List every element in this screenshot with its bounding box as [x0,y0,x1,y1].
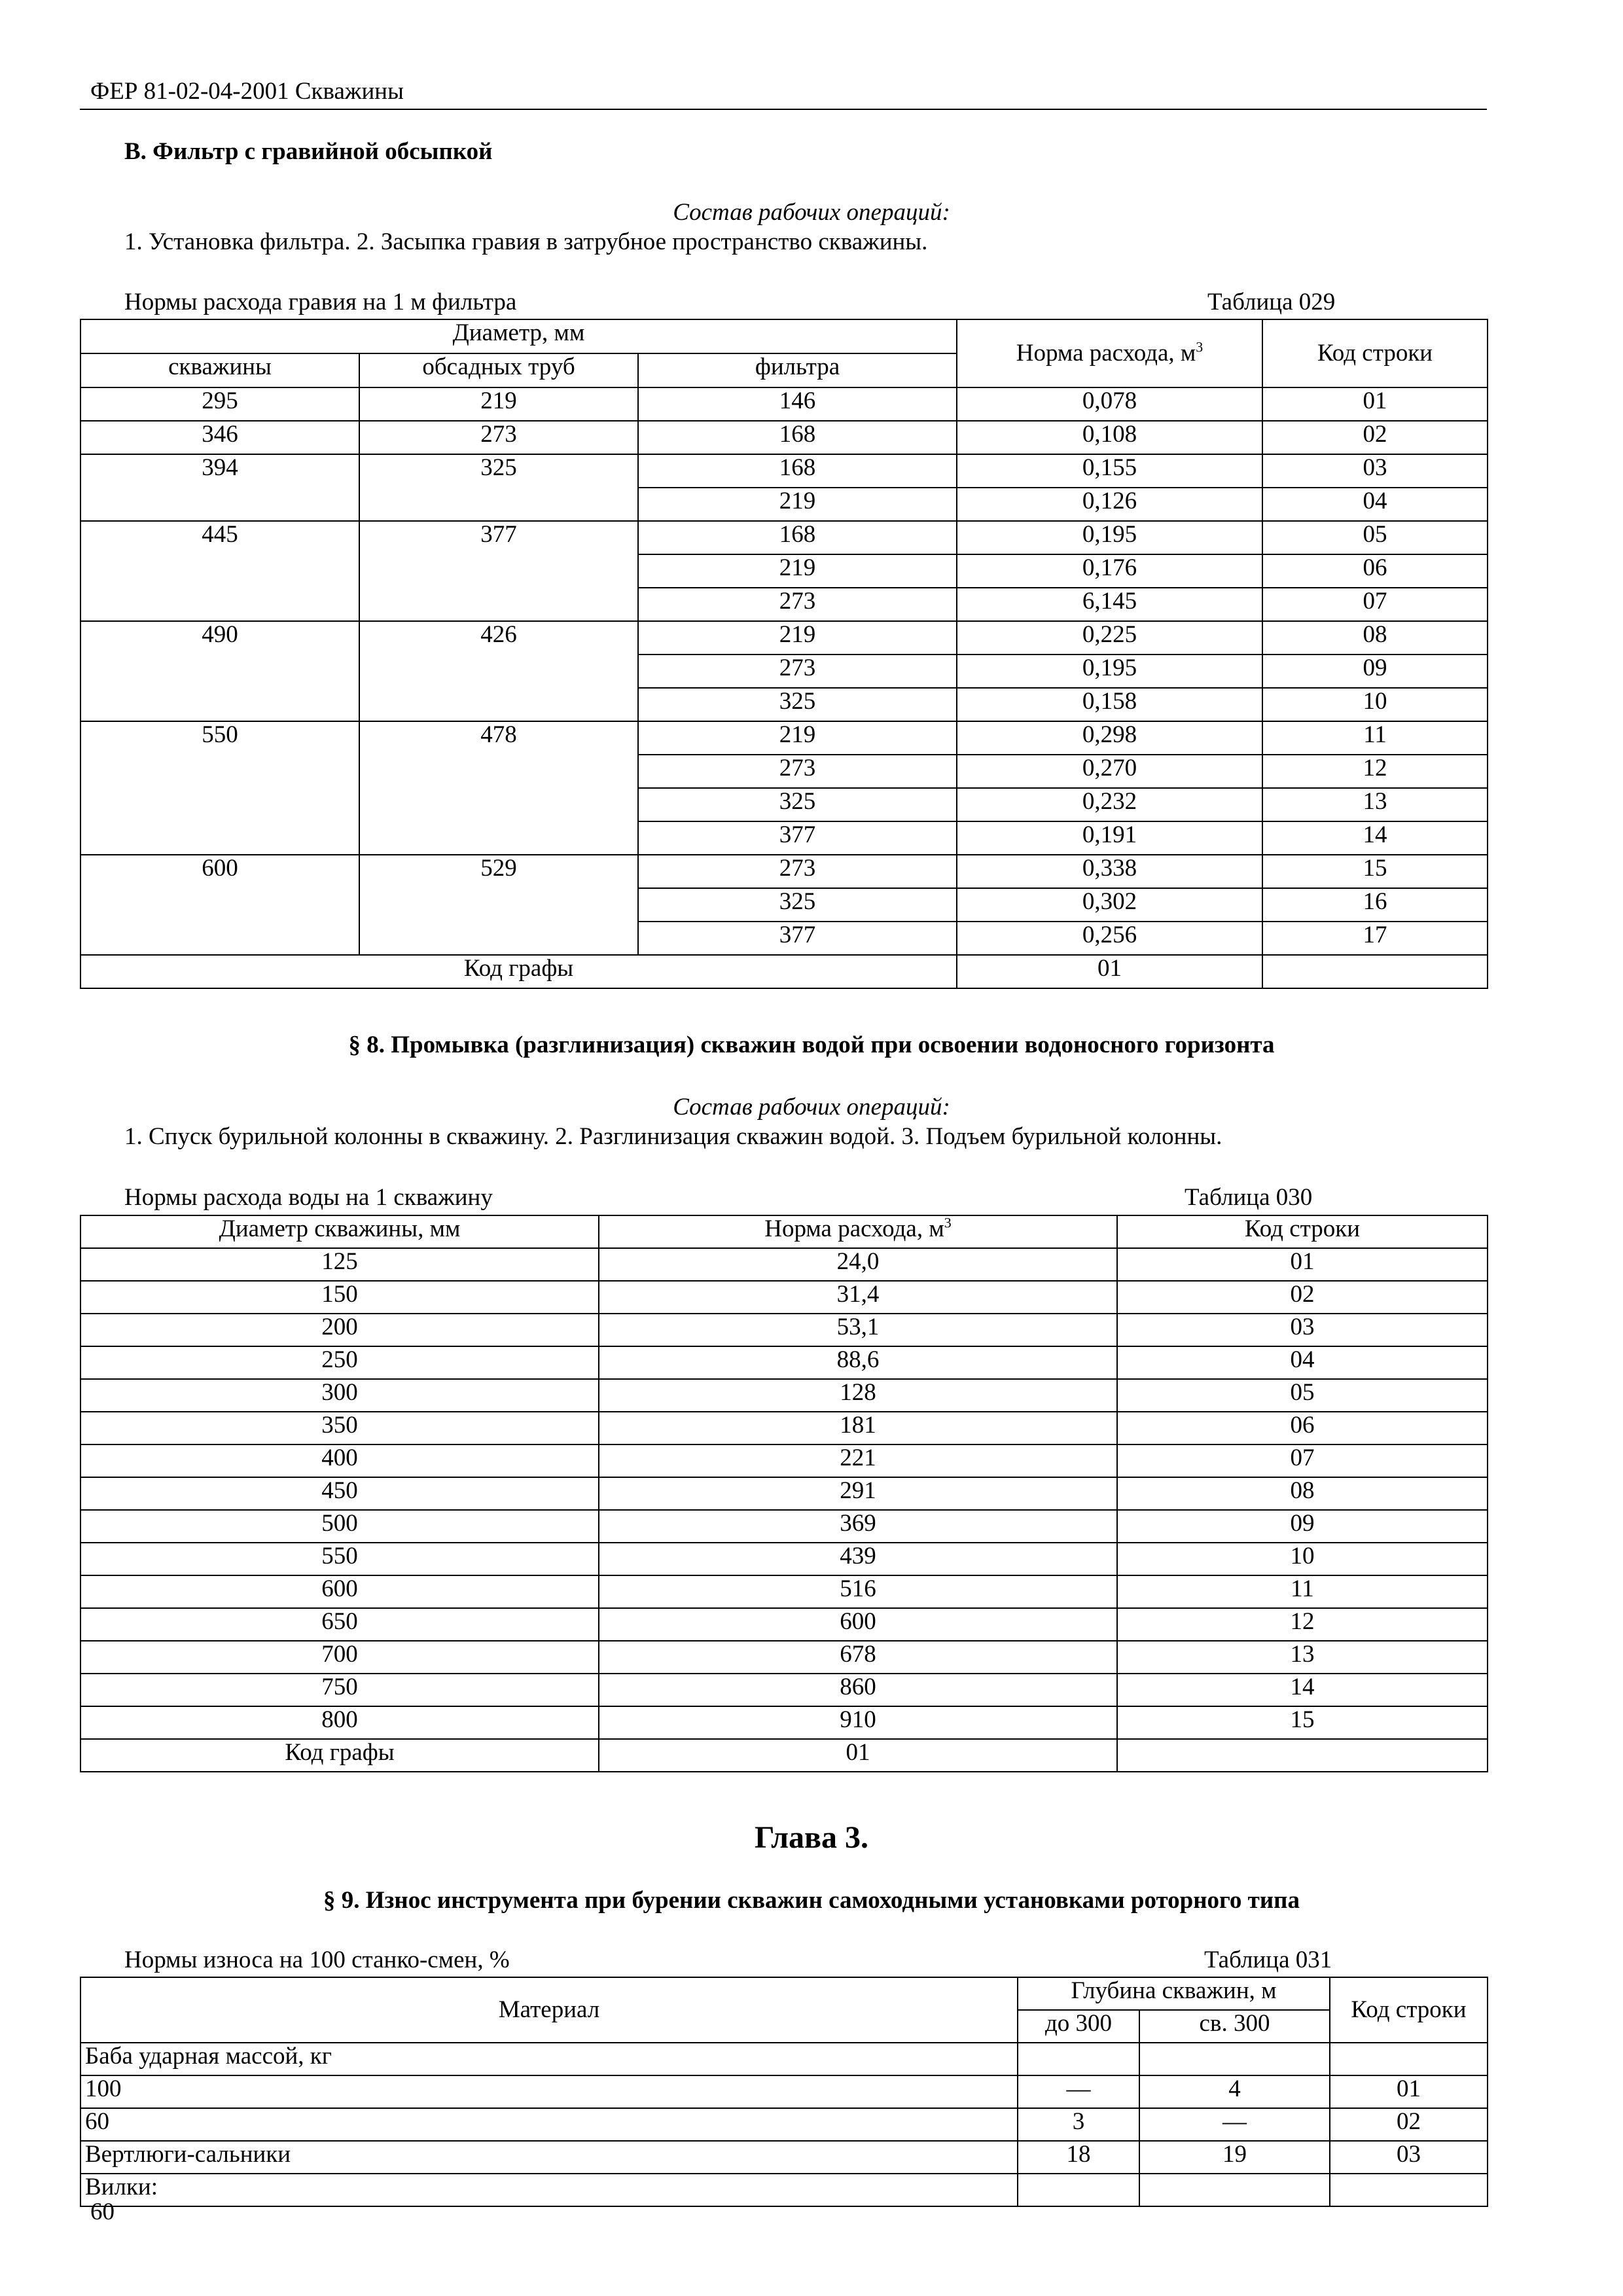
running-header: ФЕР 81-02-04-2001 Скважины [90,78,404,105]
table030-header-norm-sup: 3 [944,1215,952,1231]
well-diameter-cell: 350 [80,1412,599,1444]
filter-diameter-cell: 325 [638,688,957,721]
norm-cell: 0,108 [957,421,1262,454]
table-row [80,1346,1488,1379]
row-code-cell: 04 [1262,488,1488,521]
depth-over-300-cell: 19 [1139,2141,1330,2174]
filter-diameter-cell: 219 [638,488,957,521]
casing-diameter-cell: 219 [359,387,638,421]
column-code-label: Код графы [80,1739,599,1772]
table030-header-norm [599,1215,1117,1248]
row-code-cell [1330,2043,1488,2075]
table031-header-material: Материал [80,1977,1018,2043]
row-code-cell: 13 [1262,788,1488,821]
table030-caption: Нормы расхода воды на 1 скважину [124,1184,493,1211]
norm-cell: 600 [599,1608,1117,1641]
column-code-value: 01 [599,1739,1117,1772]
well-diameter-cell: 450 [80,1477,599,1510]
row-code-cell: 10 [1117,1543,1488,1575]
table-row [80,1510,1488,1543]
table030-header-norm-text: Норма расхода, м [764,1215,944,1242]
norm-cell: 0,232 [957,788,1262,821]
well-diameter-cell: 346 [80,421,359,454]
table-row [80,1444,1488,1477]
table-row [80,521,1488,554]
row-code-cell [1330,2174,1488,2206]
filter-diameter-cell: 219 [638,554,957,588]
page-number: 60 [90,2198,115,2225]
filter-diameter-cell: 273 [638,855,957,888]
material-cell: Вилки: [80,2174,1018,2206]
row-code-cell: 03 [1117,1314,1488,1346]
well-diameter-cell: 295 [80,387,359,421]
norm-cell: 88,6 [599,1346,1117,1379]
section-b-ops-title: Состав рабочих операций: [673,199,950,226]
empty-cell [1117,1739,1488,1772]
filter-diameter-cell: 168 [638,521,957,554]
material-cell: Баба ударная массой, кг [80,2043,1018,2075]
row-code-cell: 03 [1330,2141,1488,2174]
row-code-cell: 08 [1117,1477,1488,1510]
row-code-cell: 16 [1262,888,1488,922]
table031-caption: Нормы износа на 100 станко-смен, % [124,1946,510,1973]
row-code-cell: 02 [1262,421,1488,454]
table-row [80,1281,1488,1314]
depth-upto-300-cell [1018,2043,1139,2075]
norm-cell: 678 [599,1641,1117,1674]
row-code-cell: 02 [1330,2108,1488,2141]
well-diameter-cell: 800 [80,1706,599,1739]
table029-header-norm [957,319,1262,387]
table029-header-diameter: Диаметр, мм [80,319,957,353]
norm-cell: 181 [599,1412,1117,1444]
table030-number: Таблица 030 [1185,1184,1313,1211]
depth-upto-300-cell: — [1018,2075,1139,2108]
table-footer-row [80,955,1488,988]
row-code-cell: 09 [1117,1510,1488,1543]
column-code-label: Код графы [80,955,957,988]
table031-number: Таблица 031 [1204,1946,1332,1973]
filter-diameter-cell: 325 [638,788,957,821]
filter-diameter-cell: 168 [638,454,957,488]
well-diameter-cell: 500 [80,1510,599,1543]
norm-cell: 53,1 [599,1314,1117,1346]
norm-cell: 0,158 [957,688,1262,721]
well-diameter-cell: 200 [80,1314,599,1346]
row-code-cell: 17 [1262,922,1488,955]
filter-diameter-cell: 168 [638,421,957,454]
section-8-ops-text: 1. Спуск бурильной колонны в скважину. 2. Разглинизация скважин водой. 3. Подъем бурильной колонны. [124,1123,1222,1150]
norm-cell: 0,225 [957,621,1262,655]
filter-diameter-cell: 146 [638,387,957,421]
well-diameter-cell: 150 [80,1281,599,1314]
table029-number: Таблица 029 [1207,289,1336,315]
well-diameter-cell: 394 [80,454,359,521]
norm-cell: 291 [599,1477,1117,1510]
norm-cell: 0,155 [957,454,1262,488]
norm-cell: 0,195 [957,521,1262,554]
depth-over-300-cell: — [1139,2108,1330,2141]
norm-cell: 128 [599,1379,1117,1412]
table-row [80,1543,1488,1575]
norm-cell: 0,126 [957,488,1262,521]
well-diameter-cell: 750 [80,1674,599,1706]
table029-header-norm-text: Норма расхода, м [1016,340,1196,367]
table-row [80,2141,1488,2174]
well-diameter-cell: 550 [80,1543,599,1575]
row-code-cell: 06 [1262,554,1488,588]
casing-diameter-cell: 377 [359,521,638,621]
table029-header-filter: фильтра [638,353,957,387]
row-code-cell: 13 [1117,1641,1488,1674]
table-row [80,1575,1488,1608]
table-row [80,2174,1488,2206]
table031-header-upto: до 300 [1018,2010,1139,2043]
table-row [80,1608,1488,1641]
row-code-cell: 05 [1117,1379,1488,1412]
row-code-cell: 10 [1262,688,1488,721]
row-code-cell: 01 [1262,387,1488,421]
row-code-cell: 04 [1117,1346,1488,1379]
norm-cell: 516 [599,1575,1117,1608]
norm-cell: 0,302 [957,888,1262,922]
empty-cell [1262,955,1488,988]
norm-cell: 0,191 [957,821,1262,855]
row-code-cell: 12 [1117,1608,1488,1641]
norm-cell: 860 [599,1674,1117,1706]
table-row [80,1641,1488,1674]
depth-over-300-cell [1139,2174,1330,2206]
filter-diameter-cell: 273 [638,755,957,788]
table-row [80,2108,1488,2141]
row-code-cell: 03 [1262,454,1488,488]
well-diameter-cell: 125 [80,1248,599,1281]
table029-header-norm-sup: 3 [1196,338,1204,355]
row-code-cell: 14 [1262,821,1488,855]
filter-diameter-cell: 219 [638,621,957,655]
norm-cell: 24,0 [599,1248,1117,1281]
table-030-body [80,1215,1488,1772]
table-row [80,855,1488,888]
norm-cell: 0,256 [957,922,1262,955]
table-row [80,454,1488,488]
well-diameter-cell: 300 [80,1379,599,1412]
table031-header-depth: Глубина скважин, м [1018,1977,1330,2010]
table-row [80,621,1488,655]
row-code-cell: 02 [1117,1281,1488,1314]
table-row [80,1314,1488,1346]
table031-header-over: св. 300 [1139,2010,1330,2043]
row-code-cell: 09 [1262,655,1488,688]
filter-diameter-cell: 219 [638,721,957,755]
filter-diameter-cell: 273 [638,655,957,688]
norm-cell: 0,078 [957,387,1262,421]
norm-cell: 6,145 [957,588,1262,621]
row-code-cell: 11 [1117,1575,1488,1608]
table-029-body [80,319,1488,988]
filter-diameter-cell: 377 [638,821,957,855]
section-9-heading: § 9. Износ инструмента при бурении скважин самоходными установками роторного типа [323,1887,1300,1914]
table-row [80,1706,1488,1739]
casing-diameter-cell: 426 [359,621,638,721]
casing-diameter-cell: 478 [359,721,638,855]
norm-cell: 0,338 [957,855,1262,888]
table-row [80,421,1488,454]
material-cell: Вертлюги-сальники [80,2141,1018,2174]
filter-diameter-cell: 377 [638,922,957,955]
section-b-heading: В. Фильтр с гравийной обсыпкой [124,138,493,165]
table029-caption: Нормы расхода гравия на 1 м фильтра [124,289,517,315]
row-code-cell: 14 [1117,1674,1488,1706]
depth-over-300-cell [1139,2043,1330,2075]
casing-diameter-cell: 325 [359,454,638,521]
filter-diameter-cell: 273 [638,588,957,621]
row-code-cell: 05 [1262,521,1488,554]
row-code-cell: 07 [1262,588,1488,621]
well-diameter-cell: 600 [80,855,359,955]
row-code-cell: 12 [1262,755,1488,788]
norm-cell: 221 [599,1444,1117,1477]
section-8-ops-title: Состав рабочих операций: [673,1094,950,1121]
table-030 [80,1215,1488,1772]
table-row [80,2075,1488,2108]
row-code-cell: 01 [1330,2075,1488,2108]
norm-cell: 0,298 [957,721,1262,755]
table-row [80,1248,1488,1281]
depth-upto-300-cell [1018,2174,1139,2206]
table-row [80,2043,1488,2075]
row-code-cell: 01 [1117,1248,1488,1281]
column-code-value: 01 [957,955,1262,988]
well-diameter-cell: 600 [80,1575,599,1608]
depth-upto-300-cell: 3 [1018,2108,1139,2141]
norm-cell: 439 [599,1543,1117,1575]
table-row [80,1379,1488,1412]
row-code-cell: 15 [1262,855,1488,888]
section-8-heading: § 8. Промывка (разглинизация) скважин водой при освоении водоносного горизонта [348,1031,1275,1058]
material-cell: 60 [80,2108,1018,2141]
norm-cell: 910 [599,1706,1117,1739]
well-diameter-cell: 250 [80,1346,599,1379]
norm-cell: 0,176 [957,554,1262,588]
table-row [80,721,1488,755]
table031-header-code: Код строки [1330,1977,1488,2043]
norm-cell: 369 [599,1510,1117,1543]
table-footer-row [80,1739,1488,1772]
casing-diameter-cell: 273 [359,421,638,454]
table-029 [80,319,1488,989]
table029-header-code: Код строки [1262,319,1488,387]
well-diameter-cell: 650 [80,1608,599,1641]
row-code-cell: 07 [1117,1444,1488,1477]
material-cell: 100 [80,2075,1018,2108]
casing-diameter-cell: 529 [359,855,638,955]
table-031 [80,1977,1488,2207]
table-row [80,1412,1488,1444]
row-code-cell: 06 [1117,1412,1488,1444]
depth-over-300-cell: 4 [1139,2075,1330,2108]
table-row [80,1674,1488,1706]
table030-header-diameter: Диаметр скважины, мм [80,1215,599,1248]
section-b-ops-text: 1. Установка фильтра. 2. Засыпка гравия в затрубное пространство скважины. [124,228,928,255]
well-diameter-cell: 700 [80,1641,599,1674]
table-031-body [80,1977,1488,2206]
table-row [80,387,1488,421]
well-diameter-cell: 550 [80,721,359,855]
row-code-cell: 15 [1117,1706,1488,1739]
well-diameter-cell: 400 [80,1444,599,1477]
row-code-cell: 08 [1262,621,1488,655]
norm-cell: 0,195 [957,655,1262,688]
table029-header-well: скважины [80,353,359,387]
norm-cell: 31,4 [599,1281,1117,1314]
filter-diameter-cell: 325 [638,888,957,922]
well-diameter-cell: 445 [80,521,359,621]
depth-upto-300-cell: 18 [1018,2141,1139,2174]
well-diameter-cell: 490 [80,621,359,721]
table-row [80,1477,1488,1510]
row-code-cell: 11 [1262,721,1488,755]
norm-cell: 0,270 [957,755,1262,788]
table029-header-casing: обсадных труб [359,353,638,387]
header-rule [80,109,1487,110]
chapter-title: Глава 3. [755,1820,868,1855]
table030-header-code: Код строки [1117,1215,1488,1248]
